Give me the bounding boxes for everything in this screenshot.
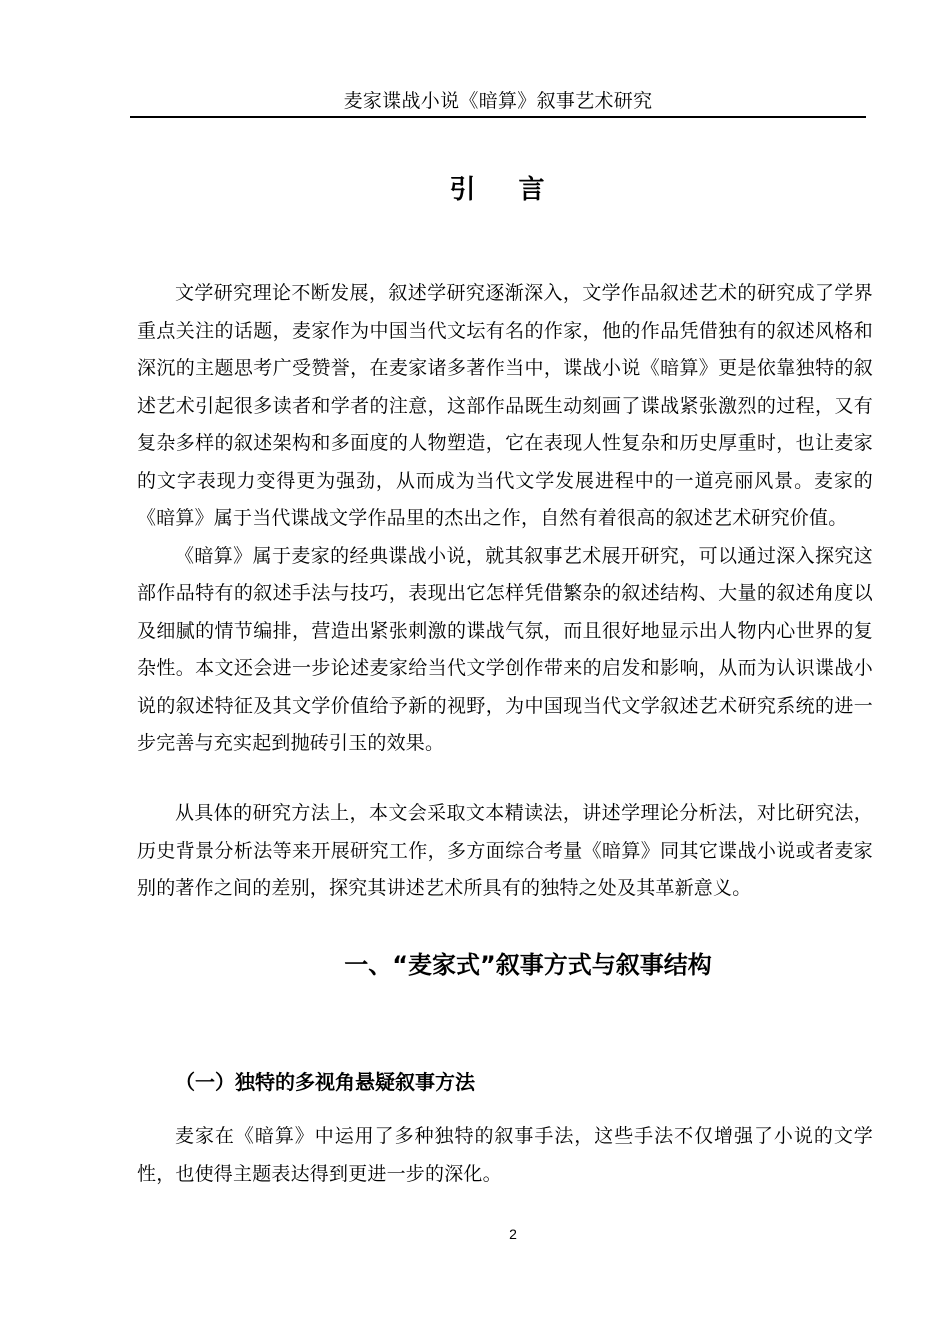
page-number: 2: [509, 1226, 517, 1242]
body-paragraph: 麦家在《暗算》中运用了多种独特的叙事手法，这些手法不仅增强了小说的文学性，也使得主题表达得到更进一步的深化。: [137, 1125, 873, 1185]
header-rule: [130, 116, 866, 118]
introduction-title: 引 言: [449, 175, 547, 205]
section-heading: 一、“麦家式”叙事方式与叙事结构: [344, 951, 712, 979]
introduction-body: [137, 275, 873, 763]
body-paragraph: 文学研究理论不断发展，叙述学研究逐渐深入，文学作品叙述艺术的研究成了学界重点关注的话题，麦家作为中国当代文坛有名的作家，他的作品凭借独有的叙述风格和深沉的主题思考广受赞誉，在麦家诸多著作当中，谍战小说《暗算》更是依靠独特的叙述艺术引起很多读者和学者的注意，这部作品既生动刻画了谍战紧张激烈的过程，又有复杂多样的叙述架构和多面度的人物塑造，它在表现人性复杂和历史厚重时，也让麦家的文字表现力变得更为强劲，从而成为当代文学发展进程中的一道亮丽风景。麦家的《暗算》属于当代谍战文学作品里的杰出之作，自然有着很高的叙述艺术研究价值。: [137, 282, 873, 529]
body-paragraph: 从具体的研究方法上，本文会采取文本精读法，讲述学理论分析法，对比研究法，历史背景分析法等来开展研究工作，多方面综合考量《暗算》同其它谍战小说或者麦家别的著作之间的差别，探究其讲述艺术所具有的独特之处及其革新意义。: [137, 802, 873, 899]
running-header: 麦家谍战小说《暗算》叙事艺术研究: [343, 90, 653, 112]
subsection-heading: （一）独特的多视角悬疑叙事方法: [175, 1070, 475, 1094]
methodology-body: [137, 795, 873, 908]
subsection-body: [137, 1118, 873, 1193]
body-paragraph: 《暗算》属于麦家的经典谍战小说，就其叙事艺术展开研究，可以通过深入探究这部作品特有的叙述手法与技巧，表现出它怎样凭借繁杂的叙述结构、大量的叙述角度以及细腻的情节编排，营造出紧张刺激的谍战气氛，而且很好地显示出人物内心世界的复杂性。本文还会进一步论述麦家给当代文学创作带来的启发和影响，从而为认识谍战小说的叙述特征及其文学价值给予新的视野，为中国现当代文学叙述艺术研究系统的进一步完善与充实起到抛砖引玉的效果。: [137, 544, 873, 754]
